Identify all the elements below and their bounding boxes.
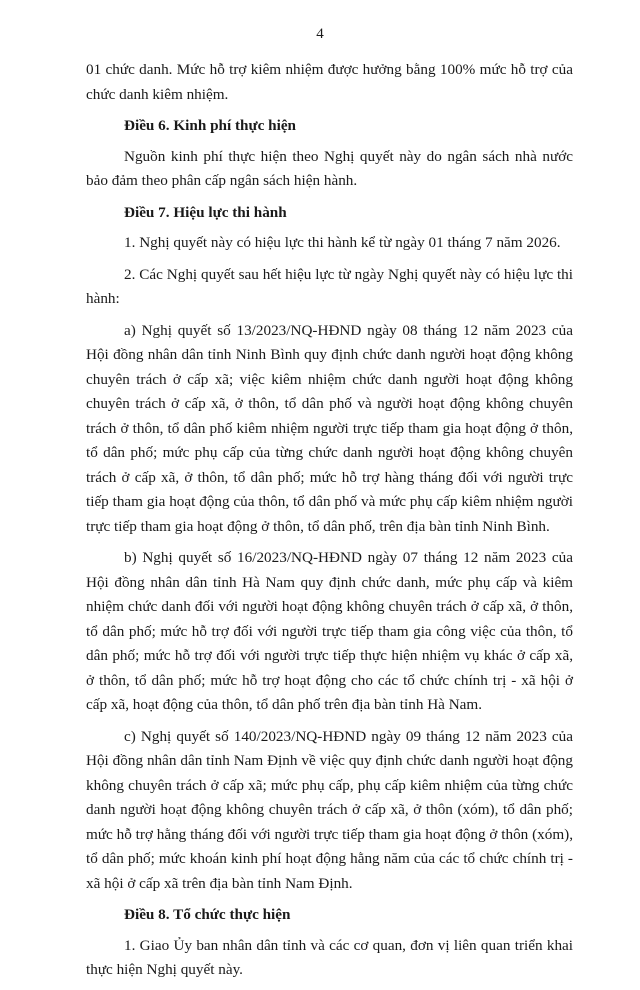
paragraph-continuation: 01 chức danh. Mức hỗ trợ kiêm nhiệm được hưởng bằng 100% mức hỗ trợ của chức danh kiêm nhiệm. [86, 61, 573, 103]
paragraph-expired-resolutions: 2. Các Nghị quyết sau hết hiệu lực từ ngày Nghị quyết này có hiệu lực thi hành: [86, 265, 573, 307]
paragraph-item-b: b) Nghị quyết số 16/2023/NQ-HĐND ngày 07 tháng 12 năm 2023 của Hội đồng nhân dân tỉnh Hà Nam quy định chức danh, mức phụ cấp và kiêm nhiệm chức danh đối với người hoạt động không chuyên trách ở cấp xã, ở thôn, tổ dân phố; mức hỗ trợ đối với người trực tiếp tham gia công việc của thôn, tổ dân phố; mức hỗ trợ đối với người trực tiếp thực hiện nhiệm vụ khác ở cấp xã, ở thôn, tổ dân phố; mức hỗ trợ hoạt động cho các tổ chức chính trị - xã hội ở cấp xã, hoạt động của thôn, tổ dân phố trên địa bàn tỉnh Hà Nam. [86, 549, 573, 713]
document-body [86, 58, 573, 990]
article-6-heading: Điều 6. Kinh phí thực hiện [124, 117, 297, 134]
page-number: 4 [316, 26, 324, 42]
paragraph-item-c: c) Nghị quyết số 140/2023/NQ-HĐND ngày 09 tháng 12 năm 2023 của Hội đồng nhân dân tỉnh Nam Định về việc quy định chức danh người hoạt động không chuyên trách ở cấp xã; mức phụ cấp, phụ cấp kiêm nhiệm của từng chức danh người hoạt động không chuyên trách ở cấp xã, ở thôn (xóm), tổ dân phố; mức hỗ trợ hằng tháng đối với người trực tiếp tham gia hoạt động ở thôn (xóm), tổ dân phố; mức khoán kinh phí hoạt động hằng năm của các tổ chức chính trị - xã hội ở cấp xã trên địa bàn tỉnh Nam Định. [86, 727, 573, 892]
paragraph-funding: Nguồn kinh phí thực hiện theo Nghị quyết này do ngân sách nhà nước bảo đảm theo phân cấp ngân sách hiện hành. [86, 147, 573, 189]
article-8-heading: Điều 8. Tổ chức thực hiện [124, 906, 291, 923]
paragraph-implementation: 1. Giao Ủy ban nhân dân tỉnh và các cơ quan, đơn vị liên quan triển khai thực hiện Nghị quyết này. [86, 936, 573, 978]
paragraph-item-a: a) Nghị quyết số 13/2023/NQ-HĐND ngày 08 tháng 12 năm 2023 của Hội đồng nhân dân tỉnh Ninh Bình quy định chức danh người hoạt động không chuyên trách ở cấp xã; việc kiêm nhiệm chức danh người hoạt động không chuyên trách ở cấp xã, ở thôn, tổ dân phố và người hoạt động không chuyên trách ở thôn, tổ dân phố kiêm nhiệm người trực tiếp tham gia hoạt động ở thôn, tổ dân phố; mức phụ cấp của từng chức danh người hoạt động không chuyên trách ở cấp xã, ở thôn, tổ dân phố; mức hỗ trợ hàng tháng đối với người trực tiếp tham gia hoạt động của thôn, tổ dân phố và mức phụ cấp kiêm nhiệm người trực tiếp tham gia hoạt động ở thôn, tổ dân phố, trên địa bàn tỉnh Ninh Bình. [86, 321, 573, 535]
article-7-heading: Điều 7. Hiệu lực thi hành [124, 203, 287, 221]
paragraph-effective-date: 1. Nghị quyết này có hiệu lực thi hành kể từ ngày 01 tháng 7 năm 2026. [124, 234, 561, 251]
